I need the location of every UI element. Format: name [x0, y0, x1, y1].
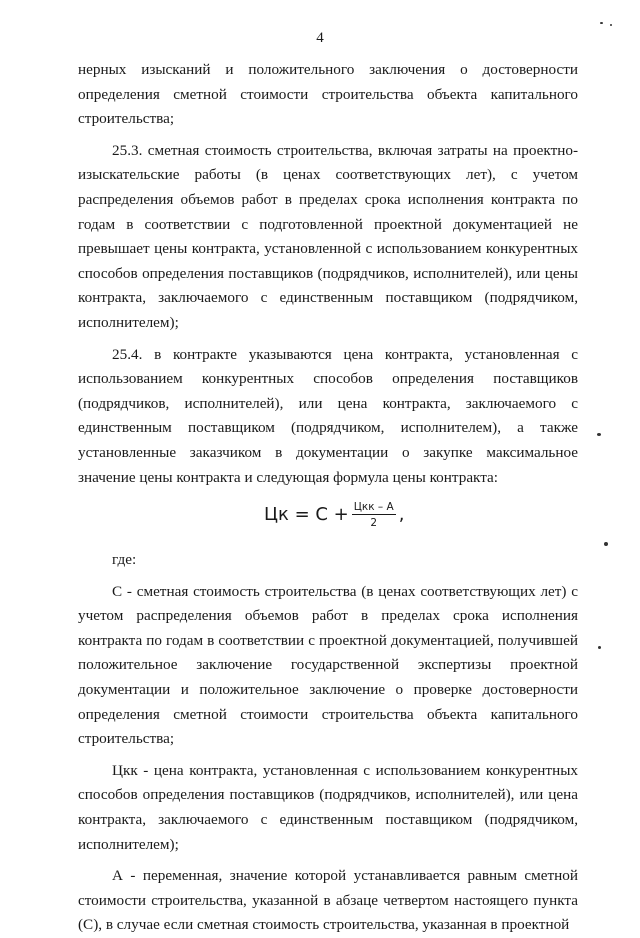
formula-lhs: Цк = С + [264, 503, 349, 525]
contract-price-formula [78, 498, 578, 532]
speck [597, 433, 601, 436]
paragraph-25-3: 25.3. сметная стоимость строительства, включая затраты на проектно-изыскательские работы (в ценах соответствующих лет), с учетом распределения объемов работ в пределах срока исполнения контракта по годам в соответствии с подготовленной проектной документацией не превышает цены контракта, установленной с использованием конкурентных способов определения поставщиков (подрядчиков, исполнителей), или цены контракта, заключаемого с единственным поставщиком (подрядчиком, исполнителем); [78, 141, 578, 331]
speck [610, 24, 612, 26]
formula-numerator: Цкк – А [353, 501, 394, 514]
page-number: 4 [316, 30, 324, 46]
paragraph-continuation: нерных изысканий и положительного заключения о достоверности определения сметной стоимости строительства объекта капитального строительства; [78, 61, 578, 128]
speck [604, 542, 608, 546]
speck [598, 646, 601, 649]
paragraph-a-definition: А - переменная, значение которой устанавливается равным сметной стоимости строительства, указанной в абзаце четвертом настоящего пункта (С), в случае если сметная стоимость строительства, указанная в проектной [78, 867, 578, 934]
paragraph-c-definition: С - сметная стоимость строительства (в ценах соответствующих лет) с учетом распределения объемов работ в пределах срока исполнения контракта по годам в соответствии с проектной документацией, получившей положительное заключение государственной экспертизы проектной документации и положительное заключение о проверке достоверности определения сметной стоимости строительства объекта капитального строительства; [78, 582, 578, 748]
paragraph-25-4: 25.4. в контракте указываются цена контракта, установленная с использованием конкурентных способов определения поставщиков (подрядчиков, исполнителей), или цена контракта, заключаемого с единственным поставщиком (подрядчиком, исполнителем), а также установленные заказчиком в документации о закупке максимальное значение цены контракта и следующая формула цены контракта: [78, 345, 578, 486]
formula-tail: , [398, 503, 405, 525]
paragraph-ckk-definition: Цкк - цена контракта, установленная с использованием конкурентных способов определения поставщиков (подрядчиков, исполнителей), или цена контракта, заключаемого с единственным поставщиком (подрядчиком, исполнителем); [78, 761, 578, 853]
formula-fraction [352, 501, 396, 529]
speck [600, 22, 603, 24]
document-body [78, 58, 578, 938]
formula-denominator: 2 [370, 517, 378, 530]
where-label: где: [112, 551, 137, 569]
